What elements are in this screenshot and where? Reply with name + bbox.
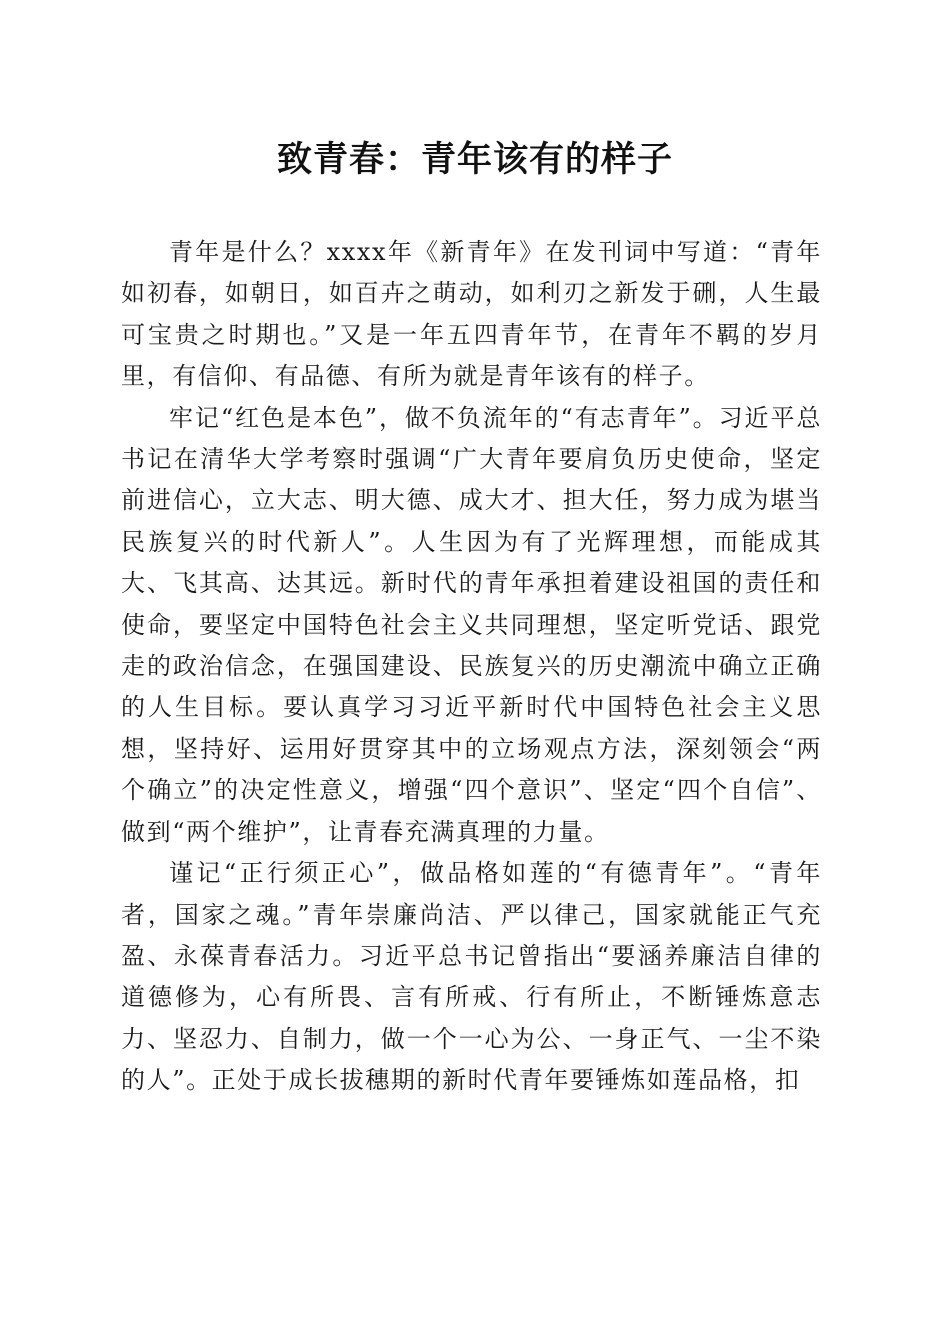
- document-title: 致青春：青年该有的样子: [276, 139, 673, 180]
- paragraph-intro: 青年是什么？xxxx年《新青年》在发刊词中写道：“青年如初春，如朝日，如百卉之萌动，如利刃之新发于硎，人生最可宝贵之时期也。”又是一年五四青年节，在青年不羁的岁月里，有信仰、有品德、有所为就是青年该有的样子。: [121, 238, 822, 391]
- paragraph-ideals: 牢记“红色是本色”，做不负流年的“有志青年”。习近平总书记在清华大学考察时强调“广大青年要肩负历史使命，坚定前进信心，立大志、明大德、成大才、担大任，努力成为堪当民族复兴的时代新人”。人生因为有了光辉理想，而能成其大、飞其高、达其远。新时代的青年承担着建设祖国的责任和使命，要坚定中国特色社会主义共同理想，坚定听党话、跟党走的政治信念，在强国建设、民族复兴的历史潮流中确立正确的人生目标。要认真学习习近平新时代中国特色社会主义思想，坚持好、运用好贯穿其中的立场观点方法，深刻领会“两个确立”的决定性意义，增强“四个意识”、坚定“四个自信”、做到“两个维护”，让青春充满真理的力量。: [121, 403, 822, 846]
- paragraph-integrity: 谨记“正行须正心”，做品格如莲的“有德青年”。“青年者，国家之魂。”青年崇廉尚洁、严以律己，国家就能正气充盈、永葆青春活力。习近平总书记曾指出“要涵养廉洁自律的道德修为，心有所畏、言有所戒、行有所止，不断锤炼意志力、坚忍力、自制力，做一个一心为公、一身正气、一尘不染的人”。正处于成长拔穗期的新时代青年要锤炼如莲品格，扣: [121, 859, 822, 1095]
- document-body: [121, 232, 822, 1102]
